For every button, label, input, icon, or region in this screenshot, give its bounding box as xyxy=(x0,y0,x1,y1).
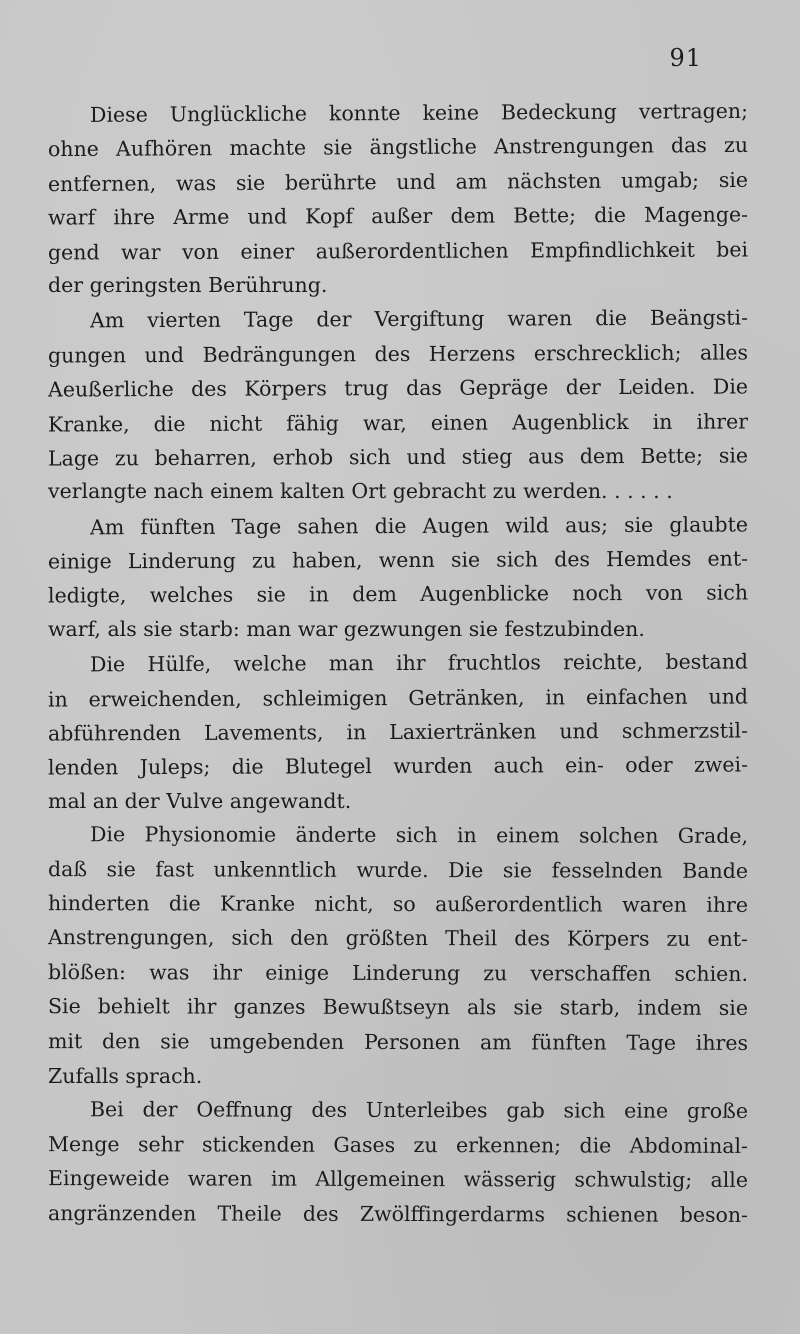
text-line: Aeußerliche des Körpers trug das Gepräge der Leiden. Die xyxy=(47,374,749,402)
text-line: verlangte nach einem kalten Ort gebracht zu werden. . . . . . xyxy=(48,479,673,504)
paragraph-1 xyxy=(48,96,748,302)
text-line: Die Physionomie änderte sich in einem solchen Grade, xyxy=(89,822,749,849)
body-text xyxy=(48,96,748,1231)
text-line: warf ihre Arme und Kopf außer dem Bette; die Magenge- xyxy=(47,202,749,230)
text-line: mal an der Vulve angewandt. xyxy=(48,788,352,813)
text-line: mit den sie umgebenden Personen am fünften Tage ihres xyxy=(47,1028,749,1055)
text-line: Bei der Oeffnung des Unterleibes gab sich eine große xyxy=(89,1097,749,1124)
text-line: Diese Unglückliche konnte keine Bedeckung vertragen; xyxy=(89,98,749,127)
text-line: Anstrengungen, sich den größten Theil des Körpers zu ent- xyxy=(47,925,749,952)
text-line: Am vierten Tage der Vergiftung waren die Beängsti- xyxy=(89,305,749,333)
paragraph-4 xyxy=(48,646,748,818)
text-line: ohne Aufhören machte sie ängstliche Anstrengungen das zu xyxy=(47,133,749,162)
text-line: lenden Juleps; die Blutegel wurden auch ein- oder zwei- xyxy=(47,752,749,780)
text-line: entfernen, was sie berührte und am nächsten umgab; sie xyxy=(47,167,749,196)
text-line: daß sie fast unkenntlich wurde. Die sie fesselnden Bande xyxy=(47,856,749,883)
text-line: Am fünften Tage sahen die Augen wild aus; sie glaubte xyxy=(89,512,749,540)
text-line: hinderten die Kranke nicht, so außerordentlich waren ihre xyxy=(47,891,749,917)
text-line: Sie behielt ihr ganzes Bewußtseyn als sie starb, indem sie xyxy=(47,994,749,1021)
text-line: Menge sehr stickenden Gases zu erkennen; die Abdominal- xyxy=(47,1131,749,1158)
paragraph-2 xyxy=(48,302,748,508)
text-line: ledigte, welches sie in dem Augenblicke noch von sich xyxy=(47,580,749,608)
text-line: in erweichenden, schleimigen Getränken, in einfachen und xyxy=(47,684,749,712)
page-number: 91 xyxy=(669,44,702,72)
text-line: abführenden Lavements, in Laxiertränken und schmerzstil- xyxy=(47,718,749,746)
text-line: warf, als sie starb: man war gezwungen sie festzubinden. xyxy=(48,616,645,641)
text-line: blößen: was ihr einige Linderung zu verschaffen schien. xyxy=(47,959,749,986)
text-line: Kranke, die nicht fähig war, einen Augenblick in ihrer xyxy=(47,408,749,437)
text-line: Zufalls sprach. xyxy=(48,1063,203,1088)
text-line: Lage zu beharren, erhob sich und stieg aus dem Bette; sie xyxy=(47,443,749,471)
paragraph-5 xyxy=(48,818,748,1093)
paragraph-3 xyxy=(48,509,748,647)
text-line: der geringsten Berührung. xyxy=(48,272,328,297)
paragraph-6 xyxy=(48,1093,748,1231)
text-line: gungen und Bedrängungen des Herzens erschrecklich; alles xyxy=(47,340,749,368)
text-line: einige Linderung zu haben, wenn sie sich des Hemdes ent- xyxy=(47,546,749,574)
text-line: Eingeweide waren im Allgemeinen wässerig schwulstig; alle xyxy=(47,1166,749,1193)
text-line: angränzenden Theile des Zwölffingerdarms schienen beson- xyxy=(47,1200,749,1227)
text-line: Die Hülfe, welche man ihr fruchtlos reichte, bestand xyxy=(89,649,749,677)
text-line: gend war von einer außerordentlichen Empfindlichkeit bei xyxy=(47,237,749,265)
